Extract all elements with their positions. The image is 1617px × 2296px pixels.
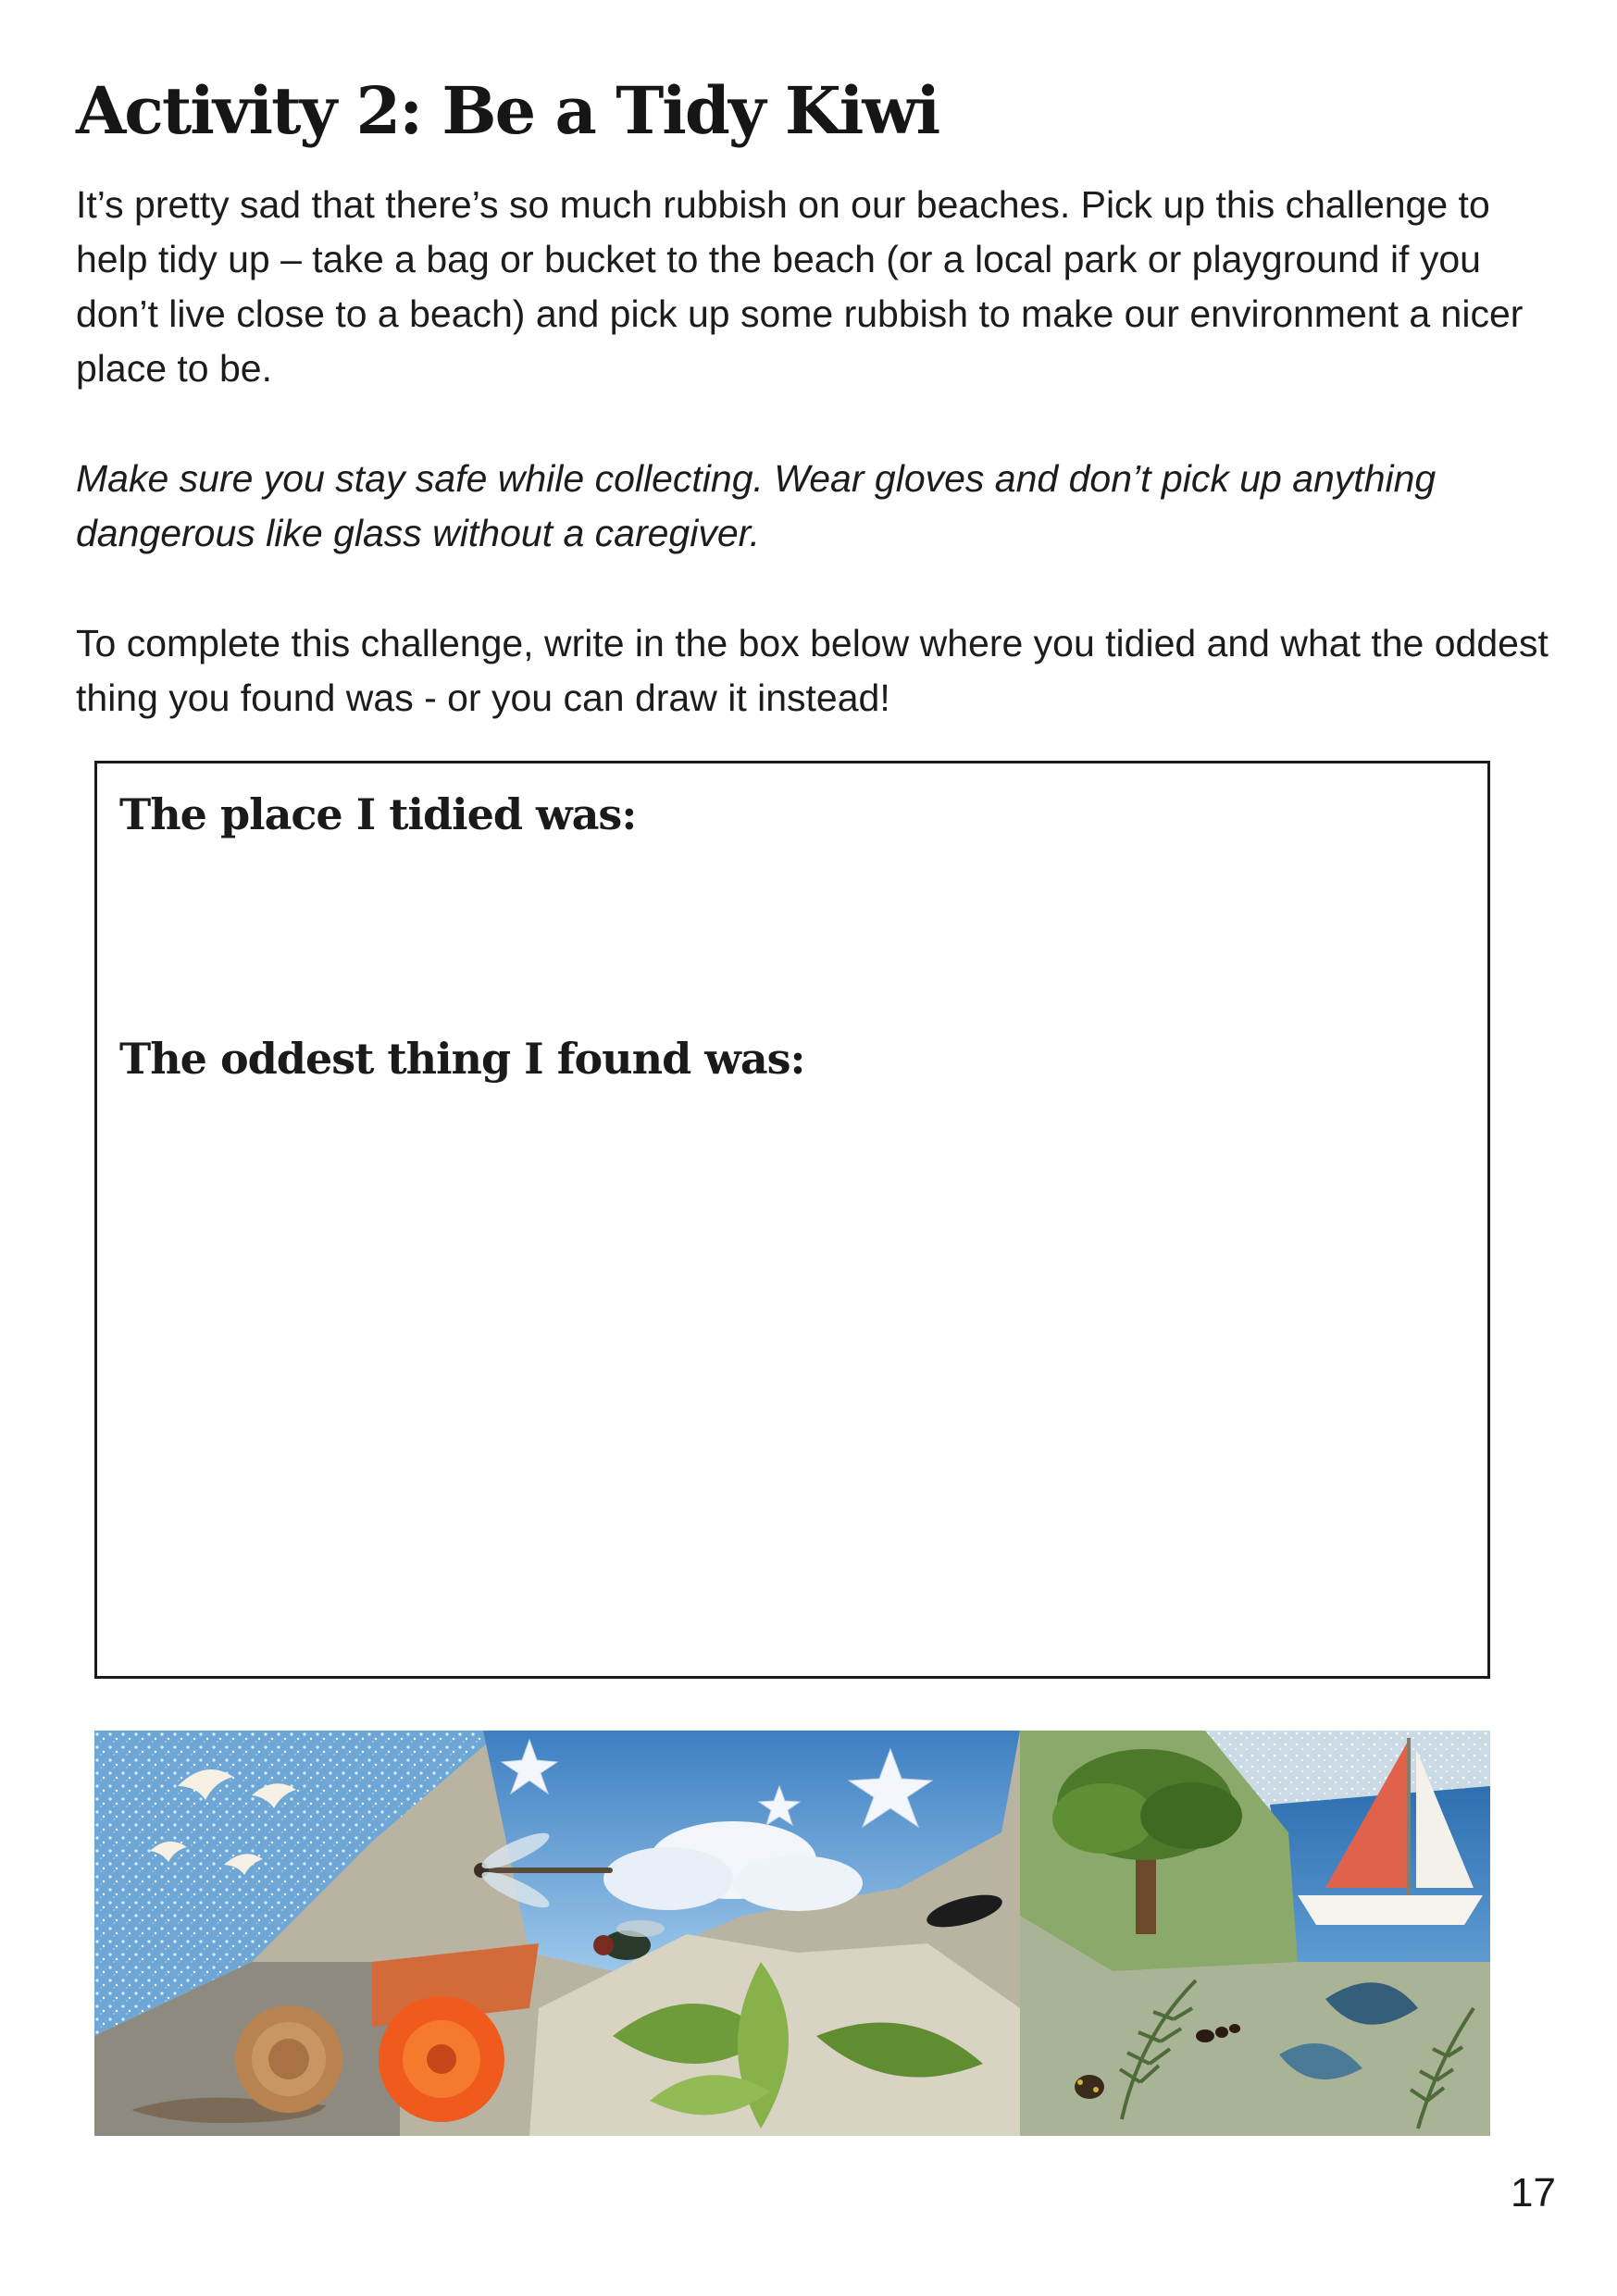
place-answer-area[interactable] — [119, 856, 1465, 1013]
answer-box — [94, 761, 1490, 1679]
place-prompt: The place I tidied was: — [119, 789, 637, 839]
page-title: Activity 2: Be a Tidy Kiwi — [76, 72, 939, 149]
safety-note: Make sure you stay safe while collecting. Wear gloves and don’t pick up anything dangerous like glass without a caregiver. — [76, 457, 1437, 554]
oddest-thing-prompt: The oddest thing I found was: — [119, 1034, 805, 1084]
intro-paragraph: It’s pretty sad that there’s so much rubbish on our beaches. Pick up this challenge to help tidy up – take a bag or bucket to the beach (or a local park or playground if you don’t live close to a beach) and pick up some rubbish to make our environment a nicer place to be. — [76, 183, 1524, 390]
page-number: 17 — [1511, 2170, 1556, 2215]
ladybug-icon — [1075, 2075, 1104, 2099]
instructions-paragraph: To complete this challenge, write in the box below where you tidied and what the oddest thing you found was - or you can draw it instead! — [76, 622, 1549, 719]
oddest-thing-answer-area[interactable] — [119, 1106, 1465, 1654]
nature-collage-banner — [94, 1731, 1490, 2136]
